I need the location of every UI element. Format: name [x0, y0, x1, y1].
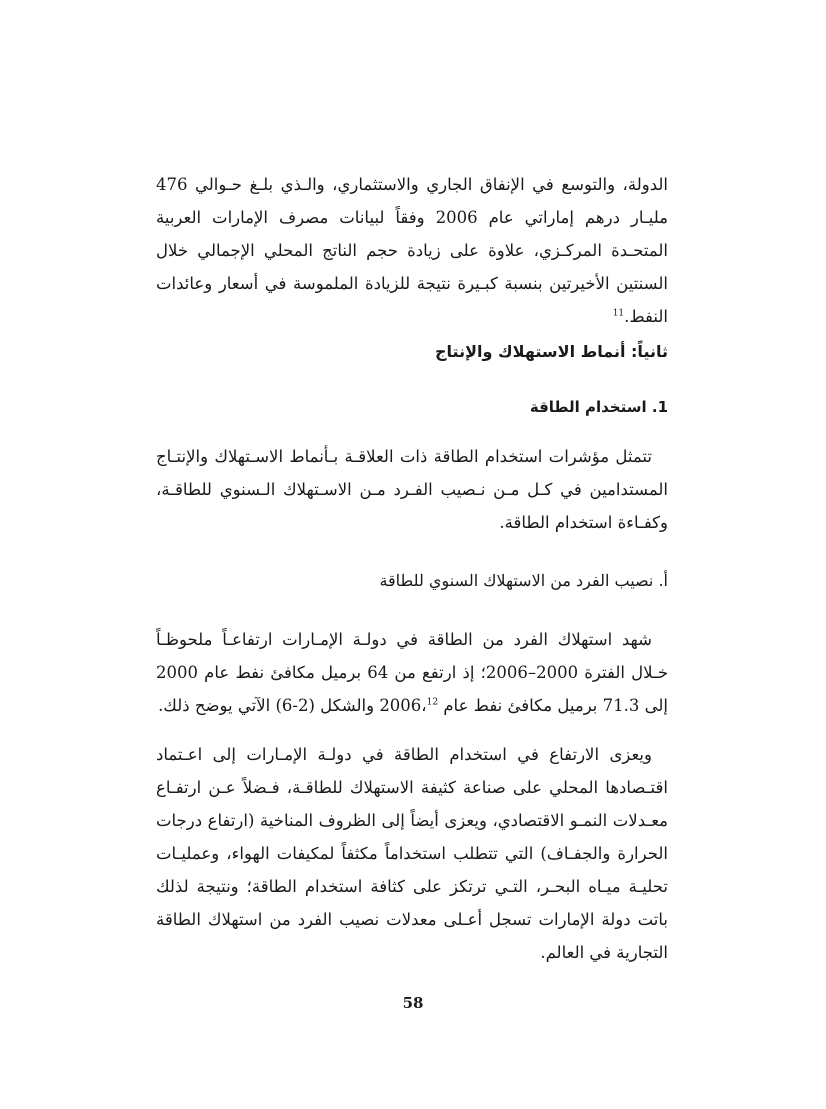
footnote-ref-11: 11 — [612, 308, 625, 319]
paragraph-3-text-end: والشكل (2-6) الآتي يوضح ذلك. — [158, 696, 380, 715]
subtitle-a: أ. نصيب الفرد من الاستهلاك السنوي للطاقة — [379, 571, 668, 590]
page-number: 58 — [402, 994, 424, 1012]
subsection-heading: 1. استخدام الطاقة — [529, 398, 668, 416]
section-heading-block — [156, 342, 668, 361]
paragraph-3 — [156, 623, 668, 722]
subsection-heading-block — [156, 398, 668, 416]
section-heading: ثانياً: أنماط الاستهلاك والإنتاج — [435, 342, 668, 361]
paragraph-1-text: الدولة، والتوسع في الإنفاق الجاري والاستثماري، والـذي بلـغ حـوالي 476 مليـار درهم إماراتي عام 2006 وفقاً لبيانات مصرف الإمارات العربية المتحـدة المركـزي، علاوة على زيادة حجم الناتج المحلي الإجمالي خلال السنتين الأخيرتين بنسبة كبـيرة نتيجة للزيادة الملموسة في أسعار وعائدات النفط. — [156, 175, 668, 326]
paragraph-4 — [156, 738, 668, 969]
subtitle-a-block — [156, 571, 668, 590]
paragraph-3-text: شهد استهلاك الفرد من الطاقة في دولـة الإمـارات ارتفاعـاً ملحوظـاً خـلال الفترة 2000–2006؛ إذ ارتفع من 64 برميل مكافئ نفط عام 2000 إلى 71.3 برميل مكافئ نفط عام 2006، — [156, 630, 669, 715]
paragraph-2-text: تتمثل مؤشرات استخدام الطاقة ذات العلاقـة بـأنماط الاسـتهلاك والإنتـاج المستدامين في كـل مـن نـصيب الفـرد مـن الاسـتهلاك الـسنوي للطاقـة، وكفـاءة استخدام الطاقة. — [156, 447, 668, 532]
paragraph-2 — [156, 440, 668, 539]
paragraph-4-text: ويعزى الارتفاع في استخدام الطاقة في دولـة الإمـارات إلى اعـتماد اقتـصادها المحلي على صناعة كثيفة الاستهلاك للطاقـة، فـضلاً عـن ارتفـاع معـدلات النمـو الاقتصادي، ويعزى أيضاً إلى الظروف المناخية (ارتفاع درجات الحرارة والجفـاف) التي تتطلب استخداماً مكثفاً لمكيفات الهواء، وعمليـات تحليـة ميـاه البحـر، التـي ترتكز على كثافة استخدام الطاقة؛ ونتيجة لذلك باتت دولة الإمارات تسجل أعـلى معدلات نصيب الفرد من استهلاك الطاقة التجارية في العالم. — [156, 745, 668, 962]
footnote-ref-12: 12 — [426, 697, 439, 708]
paragraph-1 — [156, 168, 668, 333]
